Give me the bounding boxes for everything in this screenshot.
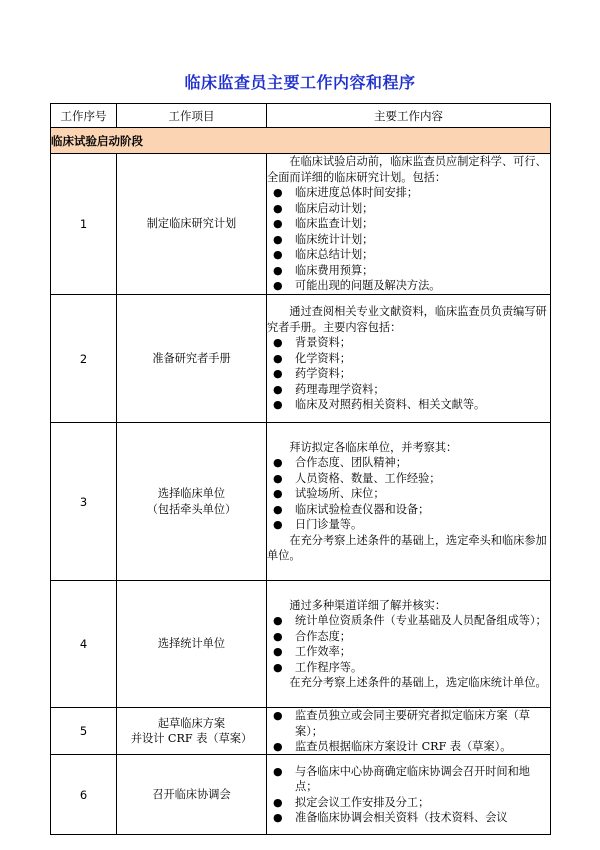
- bullet-icon: ●: [273, 367, 283, 381]
- bullet-text: 临床费用预算；: [295, 263, 374, 277]
- bullet-item: [267, 397, 550, 413]
- work-item: [117, 154, 267, 295]
- bullet-icon: ●: [273, 795, 283, 809]
- bullet-item: [267, 764, 550, 795]
- bullet-item: [267, 517, 550, 533]
- work-content: [267, 755, 551, 835]
- bullet-icon: ●: [273, 764, 283, 778]
- bullet-icon: ●: [273, 217, 283, 231]
- bullet-text: 临床及对照药相关资料、相关文献等。: [295, 398, 486, 412]
- bullet-text: 背景资料；: [295, 336, 351, 350]
- bullet-item: [267, 382, 550, 398]
- work-item: [117, 295, 267, 423]
- bullet-text: 统计单位资质条件（专业基础及人员配备组成等）；: [295, 614, 547, 627]
- bullet-item: [267, 216, 550, 232]
- bullet-icon: ●: [273, 502, 283, 516]
- bullet-icon: ●: [273, 629, 283, 643]
- bullet-item: [267, 263, 550, 279]
- work-item-line: 准备研究者手册: [152, 351, 231, 365]
- header-work-item: 工作项目: [117, 104, 267, 128]
- work-number: 5: [51, 708, 117, 755]
- work-item-line: 并设计 CRF 表（草案）: [130, 732, 253, 745]
- bullet-text: 临床启动计划；: [295, 201, 374, 215]
- bullet-text: 可能出现的问题及解决方法。: [295, 279, 441, 293]
- bullet-text: 工作程序等。: [295, 660, 363, 674]
- bullet-icon: ●: [273, 186, 283, 200]
- work-content: [267, 708, 551, 755]
- bullet-text: 监查员根据临床方案设计 CRF 表（草案）。: [295, 740, 512, 753]
- bullet-item: [267, 455, 550, 471]
- bullet-text: 试验场所、床位；: [295, 487, 385, 500]
- bullet-icon: ●: [273, 382, 283, 396]
- bullet-item: [267, 351, 550, 367]
- bullet-text: 临床进度总体时间安排；: [295, 186, 419, 200]
- bullet-icon: ●: [273, 398, 283, 412]
- bullet-icon: ●: [273, 263, 283, 277]
- work-content: [267, 581, 551, 708]
- bullet-icon: ●: [273, 471, 283, 485]
- stage-label: 临床试验启动阶段: [51, 128, 551, 154]
- work-item-line: 选择统计单位: [157, 637, 226, 651]
- work-number: 6: [51, 755, 117, 835]
- work-number: 4: [51, 581, 117, 708]
- bullet-text: 临床总结计划；: [295, 248, 374, 262]
- bullet-text: 拟定会议工作安排及分工；: [295, 795, 430, 809]
- bullet-text: 人员资格、数量、工作经验；: [295, 471, 441, 485]
- bullet-item: [267, 739, 550, 754]
- work-item: [117, 581, 267, 708]
- header-work-number: 工作序号: [51, 104, 117, 128]
- page-title: 临床监查员主要工作内容和程序: [184, 73, 416, 92]
- bullet-icon: ●: [273, 232, 283, 246]
- bullet-text: 合作态度、团队精神；: [295, 456, 407, 469]
- work-item-line: 选择临床单位: [157, 487, 226, 500]
- work-table: [50, 103, 551, 835]
- bullet-icon: ●: [273, 614, 283, 627]
- bullet-item: [267, 708, 550, 739]
- work-number: 2: [51, 295, 117, 423]
- content-intro: 通过查阅相关专业文献资料，临床监查员负责编写研究者手册。主要内容包括：: [267, 305, 547, 334]
- content-intro: 通过多种渠道详细了解并核实：: [289, 598, 447, 612]
- bullet-item: [267, 502, 550, 518]
- work-item: [117, 423, 267, 581]
- content-intro: 在临床试验启动前，临床监查员应制定科学、可行、全面而详细的临床研究计划。包括：: [267, 155, 547, 184]
- work-item-line: （包括牵头单位）: [146, 502, 237, 516]
- bullet-icon: ●: [273, 456, 283, 469]
- table-row: [51, 581, 551, 708]
- work-content: [267, 154, 551, 295]
- content-intro: 拜访拟定各临床单位，并考察其：: [289, 440, 458, 454]
- bullet-text: 准备临床协调会相关资料（技术资料、会议: [295, 811, 508, 824]
- bullet-icon: ●: [273, 487, 283, 500]
- work-item: [117, 708, 267, 755]
- bullet-text: 日门诊量等。: [295, 518, 363, 531]
- table-row: [51, 295, 551, 423]
- work-item-line: 制定临床研究计划: [146, 217, 237, 231]
- table-row: [51, 708, 551, 755]
- bullet-icon: ●: [273, 201, 283, 215]
- bullet-text: 工作效率；: [295, 645, 351, 658]
- bullet-item: [267, 278, 550, 294]
- work-number: 3: [51, 423, 117, 581]
- bullet-icon: ●: [273, 351, 283, 365]
- bullet-icon: ●: [273, 811, 283, 824]
- header-main-content: 主要工作内容: [267, 104, 551, 128]
- table-header-row: [51, 104, 551, 128]
- bullet-text: 合作态度；: [295, 629, 351, 643]
- table-row: [51, 755, 551, 835]
- bullet-item: [267, 486, 550, 502]
- bullet-text: 与各临床中心协商确定临床协调会召开时间和地点；: [295, 764, 530, 793]
- work-content: [267, 295, 551, 423]
- bullet-item: [267, 201, 550, 217]
- bullet-item: [267, 335, 550, 351]
- bullet-icon: ●: [273, 248, 283, 262]
- work-number: 1: [51, 154, 117, 295]
- bullet-item: [267, 660, 550, 676]
- bullet-text: 药学资料；: [295, 367, 351, 381]
- bullet-item: [267, 366, 550, 382]
- bullet-icon: ●: [273, 336, 283, 350]
- bullet-icon: ●: [273, 660, 283, 674]
- bullet-item: [267, 185, 550, 201]
- bullet-text: 临床试验检查仪器和设备；: [295, 502, 430, 516]
- bullet-text: 药理毒理学资料；: [295, 382, 385, 396]
- work-item-line: 起草临床方案: [157, 716, 226, 730]
- bullet-icon: ●: [273, 709, 283, 722]
- bullet-item: [267, 471, 550, 487]
- bullet-item: [267, 795, 550, 811]
- bullet-item: [267, 613, 550, 629]
- work-item: [117, 755, 267, 835]
- bullet-text: 化学资料；: [295, 351, 351, 365]
- content-conclusion: 在充分考察上述条件的基础上，选定临床统计单位。: [289, 676, 547, 689]
- work-content: [267, 423, 551, 581]
- bullet-icon: ●: [273, 645, 283, 658]
- bullet-text: 临床监查计划；: [295, 217, 374, 231]
- bullet-icon: ●: [273, 279, 283, 293]
- bullet-icon: ●: [273, 518, 283, 531]
- bullet-item: [267, 232, 550, 248]
- table-row: [51, 423, 551, 581]
- bullet-item: [267, 810, 550, 826]
- bullet-text: 临床统计计划；: [295, 232, 374, 246]
- bullet-icon: ●: [273, 740, 283, 753]
- bullet-item: [267, 247, 550, 263]
- content-conclusion: 在充分考察上述条件的基础上，选定牵头和临床参加单位。: [267, 533, 547, 562]
- work-item-line: 召开临床协调会: [152, 787, 231, 801]
- bullet-item: [267, 629, 550, 645]
- bullet-item: [267, 644, 550, 660]
- table-row: [51, 154, 551, 295]
- stage-row: [51, 128, 551, 154]
- bullet-text: 监查员独立或会同主要研究者拟定临床方案（草案）；: [295, 709, 530, 738]
